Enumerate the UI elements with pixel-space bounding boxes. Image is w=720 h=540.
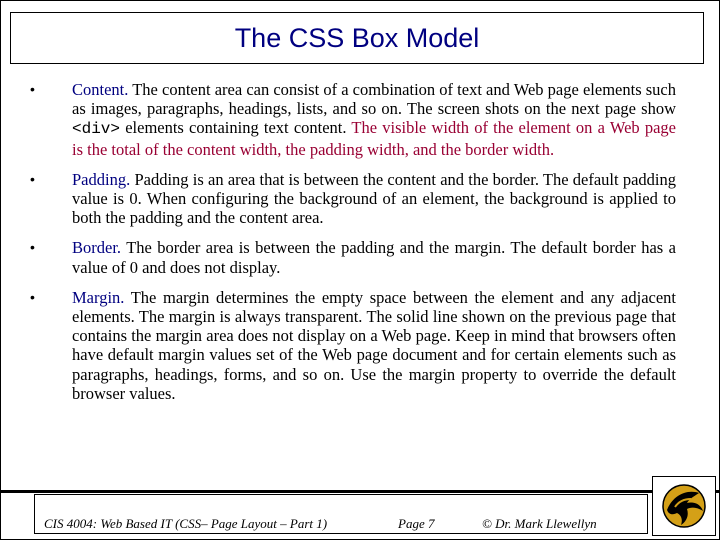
footer-author: © Dr. Mark Llewellyn — [482, 516, 597, 531]
term-border: Border. — [72, 238, 122, 258]
slide-content — [28, 80, 676, 414]
slide-title: The CSS Box Model — [234, 22, 480, 53]
term-padding: Padding. — [72, 169, 131, 189]
bullet-dot-icon: • — [30, 239, 35, 256]
bullet-margin — [28, 288, 676, 403]
bullet-padding — [28, 170, 676, 228]
title-box — [10, 12, 704, 64]
bullet-border — [28, 238, 676, 276]
footer-page: Page 7 — [398, 516, 435, 531]
bullet-margin-text — [72, 288, 676, 403]
bullet-padding-text — [72, 170, 676, 228]
footer-rule — [0, 490, 720, 493]
bullet-dot-icon: • — [30, 170, 35, 187]
content-text-1: The content area can consist of a combination of text and Web page elements such as images, paragraphs, headings, lists, and so on. The screen shots on the next page show — [72, 80, 676, 119]
bullet-dot-icon: • — [30, 288, 35, 305]
bullet-dot-icon: • — [30, 81, 35, 97]
term-content: Content. — [72, 80, 129, 99]
term-margin: Margin. — [72, 287, 125, 307]
margin-text: The margin determines the empty space between the element and any adjacent elements. The margin is always transparent. The solid line shown on the previous page that contains the margin area does not display on a Web page. Keep in mind that browsers often have default margin values set of the Web page document and for certain elements such as paragraphs, headings, forms, and so on. Use the margin property to override the default browser values. — [72, 287, 676, 403]
footer-course: CIS 4004: Web Based IT (CSS– Page Layout – Part 1) — [44, 516, 328, 531]
ucf-pegasus-logo-icon — [652, 476, 716, 536]
border-text: The border area is between the padding and the margin. The default border has a value of 0 and does not display. — [72, 238, 676, 277]
bullet-content-text — [72, 80, 676, 159]
code-div: <div> — [72, 120, 121, 139]
bullet-content — [28, 80, 676, 159]
content-text-2: elements containing text content. — [120, 118, 352, 138]
content-highlight: The visible width of the element on a Web page is the total of the content width, the padding width, and the border width. — [72, 118, 676, 159]
padding-text: Padding is an area that is between the content and the border. The default padding value is 0. When configuring the background of an element, the background is applied to both the padding and the content area. — [72, 169, 676, 228]
bullet-border-text — [72, 238, 676, 276]
